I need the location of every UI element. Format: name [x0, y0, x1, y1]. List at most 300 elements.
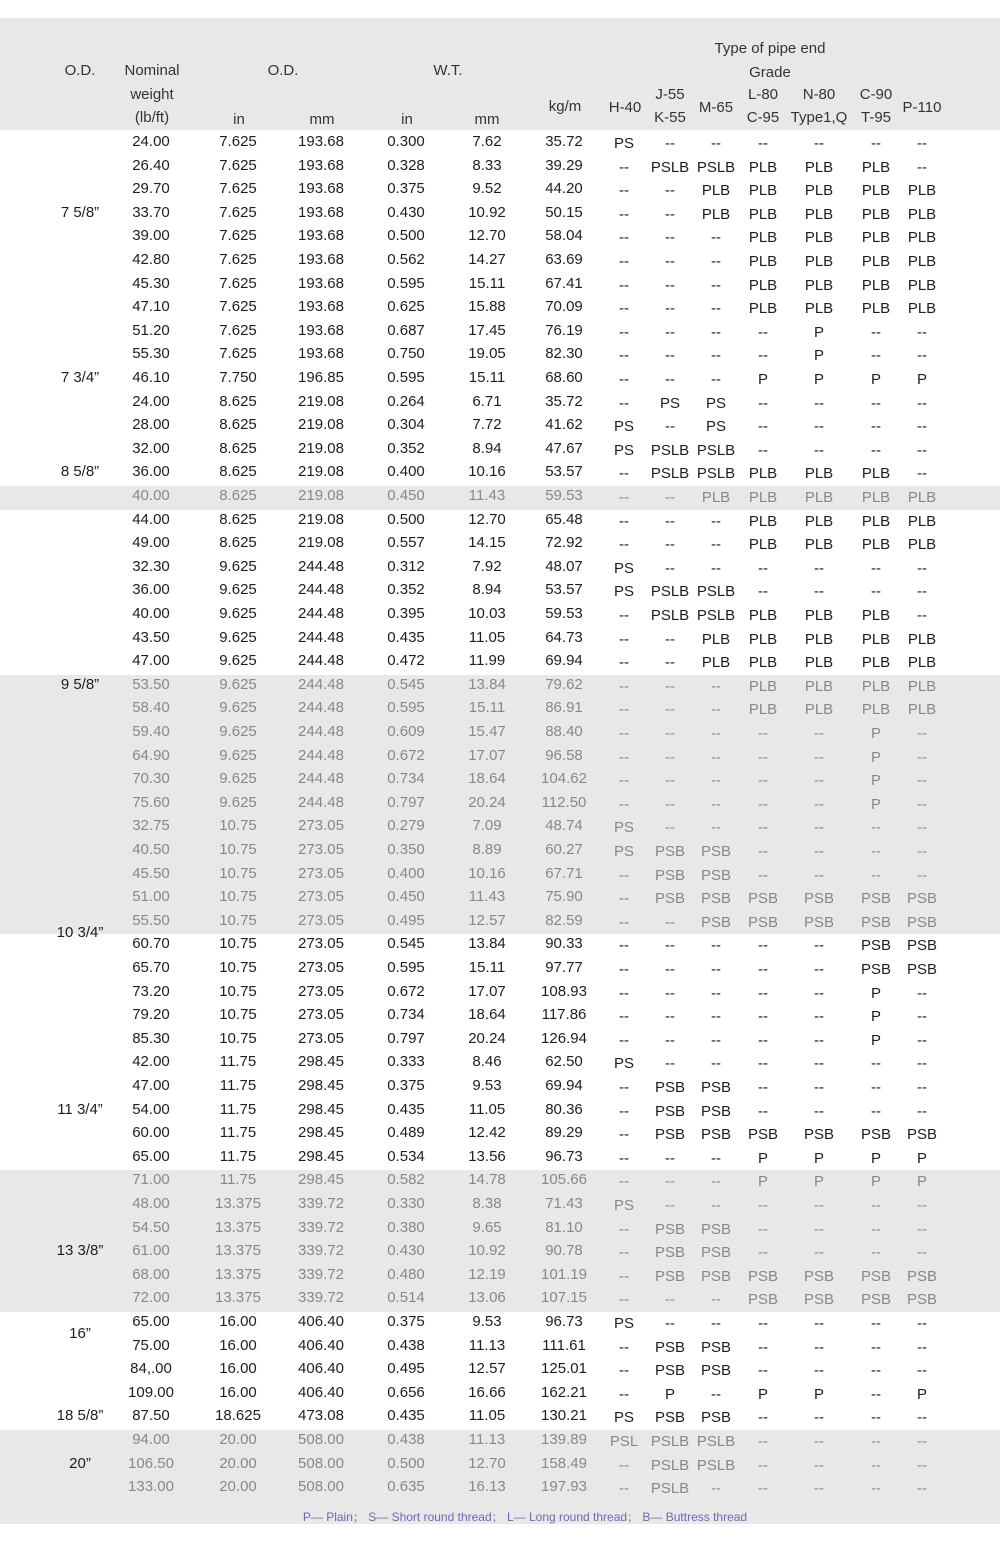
cell-n80: -- [814, 583, 824, 601]
cell-od-in: 9.625 [219, 770, 257, 788]
cell-od-mm: 193.68 [298, 321, 344, 339]
cell-l80: PSB [747, 1126, 778, 1144]
cell-j55: PSB [654, 1244, 685, 1262]
table-row [0, 1475, 1000, 1499]
cell-j55: -- [665, 559, 675, 577]
cell-c90: -- [871, 1055, 881, 1073]
cell-j55: -- [665, 748, 675, 766]
cell-p110: PSB [906, 1267, 937, 1285]
cell-wt-mm: 15.88 [468, 298, 506, 316]
cell-p110: -- [917, 748, 927, 766]
cell-kgm: 41.62 [545, 416, 583, 434]
cell-wt-mm: 15.11 [468, 274, 506, 292]
header-grade-h40: H-40 [608, 99, 642, 116]
cell-od-mm: 298.45 [298, 1077, 344, 1094]
cell-od-mm: 406.40 [298, 1383, 344, 1401]
cell-l80: -- [758, 843, 768, 860]
cell-od-in: 7.625 [219, 298, 257, 316]
cell-n80: PLB [804, 253, 834, 270]
cell-j55: PSB [654, 1220, 685, 1238]
cell-weight: 61.00 [132, 1242, 170, 1260]
cell-h40: PS [613, 418, 634, 436]
cell-od-mm: 273.05 [298, 841, 344, 858]
table-header [0, 18, 1000, 130]
cell-wt-mm: 13.84 [468, 935, 506, 953]
cell-wt-in: 0.734 [387, 1006, 425, 1024]
cell-kgm: 90.78 [545, 1242, 583, 1260]
cell-n80: -- [814, 441, 824, 459]
cell-p110: -- [917, 347, 927, 365]
header-type-of-pipe-end: Type of pipe end [714, 40, 826, 57]
cell-od-mm: 193.68 [298, 251, 344, 268]
cell-wt-in: 0.545 [387, 675, 425, 693]
cell-wt-in: 0.562 [387, 251, 425, 268]
cell-m65: -- [711, 1197, 721, 1214]
cell-h40: -- [619, 1079, 629, 1096]
table-row [0, 1404, 1000, 1428]
cell-c90: P [870, 1173, 881, 1191]
header-od-in: in [233, 111, 245, 128]
cell-p110: PLB [907, 536, 937, 554]
cell-od-mm: 273.05 [298, 817, 344, 835]
cell-j55: PSLB [650, 158, 690, 176]
table-row [0, 484, 1000, 508]
cell-wt-mm: 8.94 [472, 439, 502, 457]
cell-l80: PLB [748, 701, 778, 719]
cell-h40: -- [619, 890, 629, 908]
cell-wt-mm: 11.13 [468, 1431, 506, 1448]
cell-m65: PSLB [696, 1433, 736, 1450]
cell-n80: -- [814, 1456, 824, 1474]
cell-p110: PLB [907, 512, 937, 530]
cell-h40: -- [619, 701, 629, 719]
cell-od-in: 13.375 [215, 1265, 261, 1283]
cell-weight: 75.00 [132, 1336, 170, 1354]
cell-od-mm: 244.48 [298, 605, 344, 622]
cell-l80: PLB [748, 465, 778, 483]
cell-j55: PSLB [650, 1433, 690, 1450]
cell-kgm: 59.53 [545, 487, 583, 504]
cell-j55: -- [665, 135, 675, 152]
cell-wt-mm: 6.71 [472, 392, 502, 410]
cell-wt-mm: 10.92 [468, 1242, 506, 1260]
cell-od-mm: 298.45 [298, 1053, 344, 1071]
cell-m65: -- [711, 677, 721, 695]
header-grade-n80-line2: Type1,Q [790, 109, 848, 126]
cell-weight: 36.00 [132, 463, 170, 481]
cell-weight: 28.00 [132, 416, 170, 434]
cell-kgm: 71.43 [545, 1195, 583, 1212]
cell-wt-in: 0.797 [387, 793, 425, 811]
cell-wt-mm: 12.19 [468, 1265, 506, 1283]
cell-p110: -- [917, 866, 927, 884]
table-row [0, 201, 1000, 225]
cell-kgm: 48.07 [545, 557, 583, 575]
cell-wt-in: 0.350 [387, 841, 425, 858]
table-row [0, 1310, 1000, 1334]
cell-h40: PS [613, 1197, 634, 1214]
cell-p110: -- [917, 1456, 927, 1474]
cell-p110: PLB [907, 229, 937, 247]
cell-wt-mm: 17.07 [468, 982, 506, 1000]
cell-c90: -- [871, 1079, 881, 1096]
header-grade-l80-line2: C-95 [746, 109, 780, 126]
cell-kgm: 59.53 [545, 605, 583, 622]
cell-m65: -- [711, 1291, 721, 1309]
cell-od-mm: 273.05 [298, 864, 344, 882]
cell-od-in: 11.75 [219, 1171, 257, 1189]
cell-wt-mm: 10.92 [468, 203, 506, 221]
cell-l80: PLB [748, 276, 778, 294]
cell-j55: -- [665, 937, 675, 955]
cell-weight: 44.00 [132, 510, 170, 528]
cell-j55: -- [665, 961, 675, 978]
cell-n80: -- [814, 1055, 824, 1073]
cell-n80: -- [814, 135, 824, 152]
cell-p110: -- [917, 984, 927, 1002]
header-nominal-weight-1: Nominal [124, 62, 180, 79]
cell-wt-in: 0.495 [387, 1360, 425, 1378]
cell-m65: PSB [700, 913, 731, 931]
cell-c90: PLB [861, 489, 891, 506]
header-wt: W.T. [433, 62, 463, 79]
cell-m65: -- [711, 961, 721, 978]
cell-kgm: 75.90 [545, 888, 583, 906]
cell-kgm: 139.89 [541, 1431, 587, 1448]
table-row [0, 814, 1000, 838]
cell-l80: PLB [748, 253, 778, 270]
header-grade-p110: P-110 [902, 99, 942, 116]
cell-h40: PS [613, 1315, 634, 1332]
cell-c90: -- [871, 1433, 881, 1450]
cell-j55: PSLB [650, 607, 690, 624]
cell-weight: 70.30 [132, 770, 170, 788]
cell-n80: P [813, 371, 824, 388]
cell-weight: 24.00 [132, 392, 170, 410]
cell-wt-in: 0.300 [387, 133, 425, 150]
cell-c90: PLB [861, 205, 891, 223]
cell-p110: PLB [907, 677, 937, 695]
cell-p110: -- [917, 1031, 927, 1049]
od-group-label: 20” [69, 1454, 91, 1472]
cell-od-mm: 406.40 [298, 1313, 344, 1330]
cell-od-mm: 219.08 [298, 534, 344, 552]
cell-od-mm: 193.68 [298, 227, 344, 245]
table-row [0, 224, 1000, 248]
cell-n80: PSB [803, 1126, 834, 1144]
cell-od-mm: 339.72 [298, 1265, 344, 1283]
cell-p110: -- [917, 607, 927, 624]
cell-c90: PLB [861, 536, 891, 554]
header-nominal-weight-3: (lb/ft) [134, 109, 170, 126]
cell-weight: 71.00 [132, 1171, 170, 1189]
cell-kgm: 69.94 [545, 652, 583, 670]
cell-p110: -- [917, 1315, 927, 1332]
cell-m65: PSB [700, 890, 731, 908]
cell-l80: -- [758, 961, 768, 978]
cell-od-mm: 193.68 [298, 203, 344, 221]
cell-kgm: 82.59 [545, 911, 583, 929]
cell-kgm: 82.30 [545, 345, 583, 363]
cell-od-in: 8.625 [219, 487, 257, 504]
cell-od-in: 13.375 [215, 1242, 261, 1260]
cell-od-in: 10.75 [219, 888, 257, 906]
cell-l80: -- [758, 1456, 768, 1474]
cell-n80: -- [814, 1362, 824, 1380]
cell-j55: -- [665, 300, 675, 318]
table-row [0, 1452, 1000, 1476]
cell-m65: -- [711, 819, 721, 837]
cell-j55: -- [665, 182, 675, 200]
cell-j55: -- [665, 418, 675, 436]
cell-od-in: 8.625 [219, 463, 257, 481]
cell-weight: 46.10 [132, 369, 170, 386]
header-wt-in: in [401, 111, 413, 128]
cell-wt-in: 0.279 [387, 817, 425, 835]
cell-od-mm: 219.08 [298, 416, 344, 434]
table-row [0, 1027, 1000, 1051]
cell-weight: 49.00 [132, 534, 170, 552]
cell-kgm: 111.61 [542, 1336, 586, 1354]
cell-od-in: 13.375 [215, 1218, 261, 1236]
cell-od-in: 11.75 [219, 1124, 257, 1142]
cell-wt-in: 0.304 [387, 416, 425, 434]
cell-m65: -- [711, 984, 721, 1002]
cell-kgm: 53.57 [545, 463, 583, 481]
cell-p110: -- [917, 1362, 927, 1380]
cell-l80: -- [758, 323, 768, 341]
cell-kgm: 48.74 [545, 817, 583, 835]
cell-m65: -- [711, 276, 721, 294]
cell-h40: -- [619, 654, 629, 672]
cell-weight: 53.50 [132, 675, 170, 693]
cell-weight: 72.00 [132, 1289, 170, 1307]
cell-weight: 47.00 [132, 1077, 170, 1094]
cell-p110: -- [917, 725, 927, 742]
cell-n80: PLB [804, 701, 834, 719]
cell-m65: -- [711, 536, 721, 554]
cell-m65: PSB [700, 1244, 731, 1262]
cell-h40: -- [619, 276, 629, 294]
cell-m65: -- [711, 559, 721, 577]
cell-wt-in: 0.264 [387, 392, 425, 410]
cell-wt-mm: 11.05 [468, 628, 506, 646]
cell-m65: -- [711, 1008, 721, 1026]
cell-weight: 73.20 [132, 982, 170, 1000]
cell-wt-in: 0.328 [387, 156, 425, 174]
cell-kgm: 96.73 [545, 1313, 583, 1330]
cell-c90: P [870, 748, 881, 766]
cell-j55: PSB [654, 1102, 685, 1120]
cell-wt-mm: 11.99 [468, 652, 506, 670]
cell-c90: PLB [861, 654, 891, 672]
cell-h40: -- [619, 1102, 629, 1120]
cell-p110: PLB [907, 205, 937, 223]
cell-od-in: 20.00 [219, 1478, 257, 1496]
cell-wt-in: 0.609 [387, 723, 425, 740]
cell-wt-in: 0.557 [387, 534, 425, 552]
cell-l80: PLB [748, 630, 778, 648]
table-row [0, 862, 1000, 886]
cell-n80: -- [814, 418, 824, 436]
header-grade-c90-line2: T-95 [860, 109, 891, 126]
header-wt-mm: mm [474, 111, 500, 128]
cell-od-in: 7.625 [219, 180, 257, 198]
cell-c90: -- [871, 1480, 881, 1498]
cell-p110: -- [917, 1433, 927, 1450]
cell-n80: PSB [803, 890, 834, 908]
header-od-mm: mm [309, 111, 335, 128]
cell-c90: PLB [861, 229, 891, 247]
cell-n80: -- [814, 819, 824, 837]
cell-kgm: 86.91 [545, 699, 583, 717]
cell-kgm: 68.60 [545, 369, 583, 386]
cell-wt-mm: 10.16 [468, 463, 506, 481]
cell-od-in: 7.625 [219, 321, 257, 339]
cell-od-in: 8.625 [219, 416, 257, 434]
cell-l80: -- [758, 1362, 768, 1380]
cell-j55: PSLB [650, 1480, 690, 1498]
cell-wt-in: 0.472 [387, 652, 425, 670]
cell-j55: -- [665, 725, 675, 742]
cell-l80: -- [758, 1102, 768, 1120]
cell-od-in: 11.75 [219, 1077, 257, 1094]
cell-c90: PSB [860, 1126, 891, 1144]
cell-j55: PSLB [650, 583, 690, 601]
cell-wt-mm: 7.62 [472, 133, 502, 150]
cell-wt-in: 0.395 [387, 605, 425, 622]
cell-n80: P [813, 1173, 824, 1191]
cell-j55: -- [665, 677, 675, 695]
cell-l80: -- [758, 1315, 768, 1332]
cell-m65: PSB [700, 1409, 731, 1427]
cell-wt-mm: 8.38 [472, 1195, 502, 1212]
cell-weight: 47.10 [132, 298, 170, 316]
cell-od-mm: 298.45 [298, 1171, 344, 1189]
cell-wt-in: 0.375 [387, 1077, 425, 1094]
cell-wt-in: 0.400 [387, 864, 425, 882]
cell-wt-mm: 20.24 [468, 1029, 506, 1047]
cell-c90: -- [871, 1220, 881, 1238]
cell-wt-in: 0.672 [387, 982, 425, 1000]
cell-wt-in: 0.430 [387, 203, 425, 221]
cell-kgm: 39.29 [545, 156, 583, 174]
cell-p110: P [916, 371, 927, 388]
cell-l80: PLB [748, 229, 778, 247]
cell-od-in: 8.625 [219, 439, 257, 457]
cell-n80: PLB [804, 182, 834, 200]
cell-od-mm: 244.48 [298, 770, 344, 788]
cell-j55: -- [665, 795, 675, 813]
cell-weight: 29.70 [132, 180, 170, 198]
cell-p110: PSB [906, 961, 937, 978]
cell-weight: 85.30 [132, 1029, 170, 1047]
cell-od-in: 11.75 [219, 1100, 257, 1118]
cell-wt-mm: 12.70 [468, 1454, 506, 1472]
cell-od-mm: 508.00 [298, 1431, 344, 1448]
cell-m65: PSLB [696, 583, 736, 601]
cell-c90: PLB [861, 253, 891, 270]
cell-p110: PSB [906, 937, 937, 955]
cell-od-mm: 298.45 [298, 1100, 344, 1118]
cell-od-in: 7.625 [219, 156, 257, 174]
cell-wt-in: 0.330 [387, 1195, 425, 1212]
table-row [0, 390, 1000, 414]
cell-p110: -- [917, 1409, 927, 1427]
cell-n80: PLB [804, 677, 834, 695]
cell-wt-mm: 10.16 [468, 864, 506, 882]
cell-j55: -- [665, 489, 675, 506]
cell-kgm: 104.62 [541, 770, 587, 788]
cell-od-in: 10.75 [219, 911, 257, 929]
cell-od-mm: 193.68 [298, 133, 344, 150]
cell-wt-in: 0.435 [387, 628, 425, 646]
cell-m65: PSB [700, 1362, 731, 1380]
cell-j55: -- [665, 1173, 675, 1191]
cell-weight: 55.30 [132, 345, 170, 363]
cell-p110: -- [917, 441, 927, 459]
cell-wt-mm: 14.15 [468, 534, 506, 552]
cell-weight: 87.50 [132, 1407, 170, 1425]
cell-n80: -- [814, 1031, 824, 1049]
cell-m65: -- [711, 772, 721, 790]
cell-j55: PSLB [650, 441, 690, 459]
cell-wt-mm: 15.11 [468, 699, 506, 717]
cell-l80: -- [758, 559, 768, 577]
table-row [0, 673, 1000, 697]
cell-p110: P [916, 1385, 927, 1403]
cell-od-in: 7.625 [219, 274, 257, 292]
cell-wt-mm: 14.78 [468, 1171, 506, 1189]
cell-j55: -- [665, 276, 675, 294]
cell-od-mm: 298.45 [298, 1147, 344, 1165]
cell-c90: P [870, 984, 881, 1002]
cell-h40: -- [619, 1173, 629, 1191]
cell-c90: PSB [860, 1291, 891, 1309]
cell-weight: 133.00 [128, 1478, 174, 1496]
cell-kgm: 62.50 [545, 1053, 583, 1071]
cell-n80: -- [814, 984, 824, 1002]
cell-od-mm: 273.05 [298, 982, 344, 1000]
cell-od-mm: 219.08 [298, 439, 344, 457]
cell-l80: -- [758, 1480, 768, 1498]
cell-wt-in: 0.400 [387, 463, 425, 481]
table-row [0, 342, 1000, 366]
cell-weight: 33.70 [132, 203, 170, 221]
cell-n80: P [813, 323, 824, 341]
header-od: O.D. [267, 62, 299, 79]
cell-weight: 47.00 [132, 652, 170, 670]
cell-od-mm: 244.48 [298, 581, 344, 599]
cell-h40: -- [619, 630, 629, 648]
cell-od-in: 7.625 [219, 133, 257, 150]
cell-n80: -- [814, 795, 824, 813]
cell-wt-in: 0.375 [387, 1313, 425, 1330]
cell-h40: -- [619, 1149, 629, 1167]
cell-m65: -- [711, 1385, 721, 1403]
cell-n80: P [813, 1149, 824, 1167]
cell-c90: PLB [861, 158, 891, 176]
cell-od-mm: 244.48 [298, 699, 344, 717]
cell-od-in: 11.75 [219, 1053, 257, 1071]
table-row [0, 295, 1000, 319]
cell-n80: -- [814, 559, 824, 577]
cell-weight: 42.80 [132, 251, 170, 268]
table-row [0, 696, 1000, 720]
cell-kgm: 53.57 [545, 581, 583, 599]
cell-od-in: 9.625 [219, 723, 257, 740]
cell-m65: -- [711, 135, 721, 152]
